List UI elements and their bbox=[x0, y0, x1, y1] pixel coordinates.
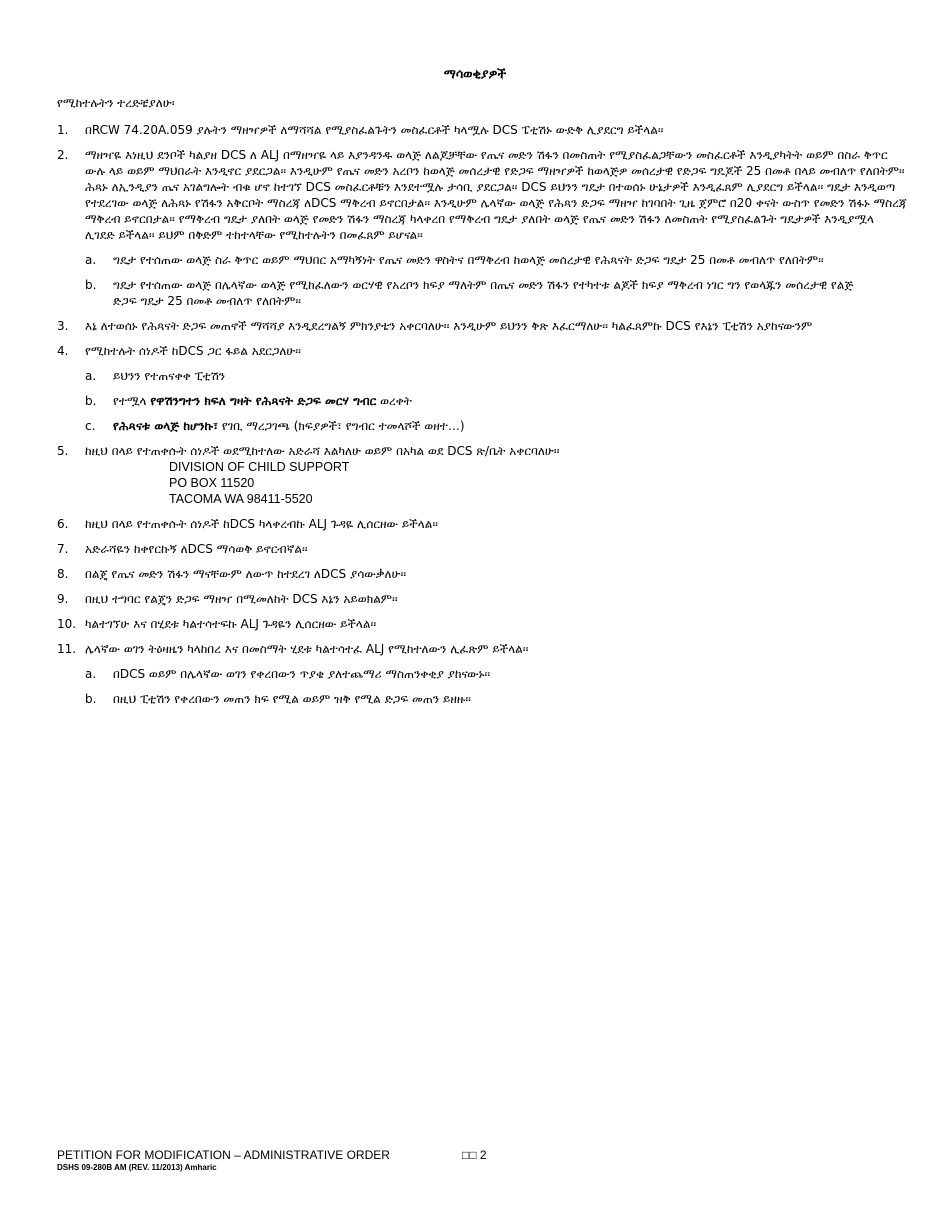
item-number: 9. bbox=[57, 592, 69, 606]
sub-item bbox=[85, 252, 907, 268]
sub-item-letter: b. bbox=[85, 692, 97, 706]
item-number: 8. bbox=[57, 567, 69, 581]
item-text: ካልተገኘሁ እና በሂደቱ ካልተሳተፍኩ ALJ ጉዳዬን ሊሰርዘው ይችላል፡፡ bbox=[85, 617, 377, 631]
sub-item-letter: c. bbox=[85, 419, 96, 433]
item-text: ሌላኛው ወገን ትዕዛዜን ካላከበረ እና በመስማት ሂደቱ ካልተሳተፈ ALJ የሚከተለውን ሊፈጽም ይችላል፡፡ bbox=[85, 642, 529, 656]
sub-item-text: በዚህ ፒቲሽን የቀረበውን መጠን ክፍ የሚል ወይም ዝቅ የሚል ድጋፍ መጠን ይዘዙ፡፡ bbox=[113, 692, 471, 706]
sub-item-text: ይህንን የተጠናቀቀ ፒቲሽን bbox=[113, 369, 226, 383]
mailing-address bbox=[169, 459, 907, 507]
list-item bbox=[57, 591, 907, 607]
sub-item-text bbox=[113, 418, 907, 434]
item-text: የሚከተሉት ሰነዶች ከDCS ጋር ፋይል አደርጋለሁ፡፡ bbox=[85, 344, 301, 358]
list-item bbox=[57, 343, 907, 359]
list-item bbox=[57, 516, 907, 532]
item-text: ከዚህ በላይ የተጠቀሱት ሰነዶች ወደሚከተለው አድራሻ እልካለሁ ወይም በአካል ወደ DCS ጽ/ቤት አቀርባለሁ፡፡ bbox=[85, 444, 560, 458]
list-item bbox=[57, 318, 907, 334]
form-number: DSHS 09-280B AM (REV. 11/2013) Amharic bbox=[57, 1163, 217, 1172]
bold-text: የዋሽንግተን ክፍለ ግዛት የሕጻናት ድጋፍ መርሃ ግብር bbox=[150, 394, 377, 408]
address-line: PO BOX 11520 bbox=[169, 476, 255, 490]
bold-text: የሕጻናቱ ወላጅ ከሆንኩ፣ bbox=[113, 419, 218, 433]
sub-item-text: ግዴታ የተሰጠው ወላጅ በሌላኛው ወላጅ የሚከፈለውን ወርሃዊ የአረቦን ክፍያ ማለትም በጤና መድን ሽፋን የተካተቱ ልጆች ክፍያ ማቅረብ ነገር ግን የወላጁን መሰረታዊ የልጅ ድጋፍ ግዴታ 25 በመቶ መብለጥ የለበትም፡፡ bbox=[113, 278, 854, 308]
item-number: 6. bbox=[57, 517, 69, 531]
list-item bbox=[57, 541, 907, 557]
notice-list bbox=[57, 122, 907, 716]
item-text: እኔ ለተወሰኑ የሕጻናት ድጋፍ መጠኖች ማሻሻያ እንዲደረግልኝ ምክንያቴን አቀርባለሁ፡፡ እንዲሁም ይህንን ቅጽ እፈርማለሁ፡፡ ካልፈጸምኩ DCS የእኔን ፒቲሽን አያከናውንም bbox=[85, 319, 813, 333]
item-number: 5. bbox=[57, 444, 69, 458]
item-number: 1. bbox=[57, 123, 69, 137]
sub-item-letter: a. bbox=[85, 667, 97, 681]
page-number: □□ 2 bbox=[462, 1148, 487, 1162]
sub-item-text: ግዴታ የተሰጠው ወላጅ ስራ ቅጥር ወይም ማህበር አማካኝነት የጤና መድን ዋስትና በማቅረብ ከወላጅ መሰረታዊ የሕጻናት ድጋፍ ግዴታ 25 በመቶ መብለጥ የለበትም፡፡ bbox=[113, 253, 824, 267]
sub-item-text bbox=[113, 393, 907, 409]
item-text: አድራሻዬን ከቀየርኩኝ ለDCS ማሳወቅ ይኖርብኛል፡፡ bbox=[85, 542, 308, 556]
item-number: 11. bbox=[57, 642, 77, 656]
text-suffix: ወረቀት bbox=[376, 394, 412, 408]
item-number: 10. bbox=[57, 617, 77, 631]
list-item bbox=[57, 566, 907, 582]
item-text: ከዚህ በላይ የተጠቀሱት ሰነዶች ከDCS ካላቀረብኩ ALJ ጉዳዬ ሊሰርዘው ይችላል፡፡ bbox=[85, 517, 438, 531]
page-title: ማሳወቂያዎች bbox=[443, 66, 507, 81]
list-item bbox=[57, 616, 907, 632]
sub-item-letter: b. bbox=[85, 278, 97, 292]
item-text: በRCW 74.20A.059 ያሉትን ማዘዣዎች ለማሻሻል የሚያስፈልጉትን መስፈርቶች ካላሟሉ DCS ፔቲሽኑ ውድቅ ሊያደርግ ይችላል፡፡ bbox=[85, 123, 664, 137]
sub-item bbox=[85, 368, 907, 384]
text-prefix: የተሟላ bbox=[113, 394, 151, 408]
text-suffix: የገቢ ማረጋገጫ (ክፍያዎች፣ የግብር ተመላሾች ወዘተ…) bbox=[218, 419, 465, 433]
sub-item-letter: a. bbox=[85, 253, 97, 267]
item-text: በልጄ የጤና መድን ሽፋን ማናቸውም ለውጥ ከተደረገ ለDCS ያሳውቃለሁ፡፡ bbox=[85, 567, 407, 581]
sub-item-letter: b. bbox=[85, 394, 97, 408]
sub-item bbox=[85, 691, 907, 707]
item-number: 4. bbox=[57, 344, 69, 358]
intro-text: የሚከተሉትን ተረድቼያለሁ፡ bbox=[57, 96, 175, 110]
sub-item-text: በDCS ወይም በሌላኛው ወገን የቀረበውን ጥያቄ ያለተጨማሪ ማስጠንቀቂያ ያከናውኑ፡፡ bbox=[113, 667, 491, 681]
list-item bbox=[57, 147, 907, 243]
list-item bbox=[57, 641, 907, 657]
sub-item bbox=[85, 277, 907, 309]
address-line: DIVISION OF CHILD SUPPORT bbox=[169, 460, 350, 474]
item-number: 2. bbox=[57, 148, 69, 162]
sub-item bbox=[85, 418, 907, 434]
footer-title: PETITION FOR MODIFICATION – ADMINISTRATIVE ORDER bbox=[57, 1148, 390, 1162]
sub-item bbox=[85, 393, 907, 409]
list-item bbox=[57, 122, 907, 138]
sub-item bbox=[85, 666, 907, 682]
item-number: 7. bbox=[57, 542, 69, 556]
sub-item-letter: a. bbox=[85, 369, 97, 383]
item-text: በዚህ ተግባር የልጄን ድጋፍ ማዘዣ በሚመለከት DCS እኔን አይወክልም፡፡ bbox=[85, 592, 398, 606]
item-text: ማዘዣዬ እነዚህ ደንቦች ካልያዘ DCS ለ ALJ በማዘዣዬ ላይ እያንዳንዱ ወላጅ ለልጆቻቸው የጤና መድን ሽፋን በመስጠት የሚያስፈልጋቸውን መስፈርቶች እንዲያካትት ወይም በስራ ቅጥር ውሉ ላይ ወይም ማህበራት እንዲኖር ያደርጋል፡፡ እንዲሁም የጤና መድን አረቦን ከወላጅ መሰረታዊ የድጋፍ ማዘዣዎች ከወላጅዎ መሰረታዊ የድጋፍ ግዴጆች 25 በመቶ በላይ መብለጥ የለበትም፡፡ ሕጻኑ ለኢንዲያን ጤና አገልግሎት ብቁ ሆኖ ከተገኘ DCS መስፈርቶቹን እንደተሟሉ ታሳቢ ያደርጋል፡፡ DCS ይህንን ግዴታ በተወሰኑ ሁኔታዎች እንዲፈጸም ሊያደርግ ይችላል፡፡ ግዴታ እንዲወጣ የተደረገው ወላጅ ለሕጻኑ የሽፋን አቅርቦት ማስረጃ ለDCS ማቅረብ ይኖርበታል፡፡ እንዲሁም ሌላኛው ወላጅ የሕጻን ድጋፍ ማዘዣ ከገባበት ጊዜ ጀምሮ በ20 ቀናት ውስጥ የመድን ሽፋኑ ማስረጃ ማቅረብ ይኖርበታል፡፡ የማቅረብ ግዴታ ያለበት ወላጅ የመድን ሽፋን ማስረጃ ካላቀረበ የማቅረብ ግዴታ ያለበት ወላጅ የጤና መድን ሽፋን ለመስጠት የሚያስፈልጉት ግዴታዎች እንዲያሟላ ሊገደድ ይችላል፡፡ ይህም በቅድም ተከተላቸው የሚከተሉትን በመፈጸም ይሆናል፡፡ bbox=[85, 148, 907, 242]
address-line: TACOMA WA 98411-5520 bbox=[169, 492, 313, 506]
item-number: 3. bbox=[57, 319, 69, 333]
list-item bbox=[57, 443, 907, 459]
